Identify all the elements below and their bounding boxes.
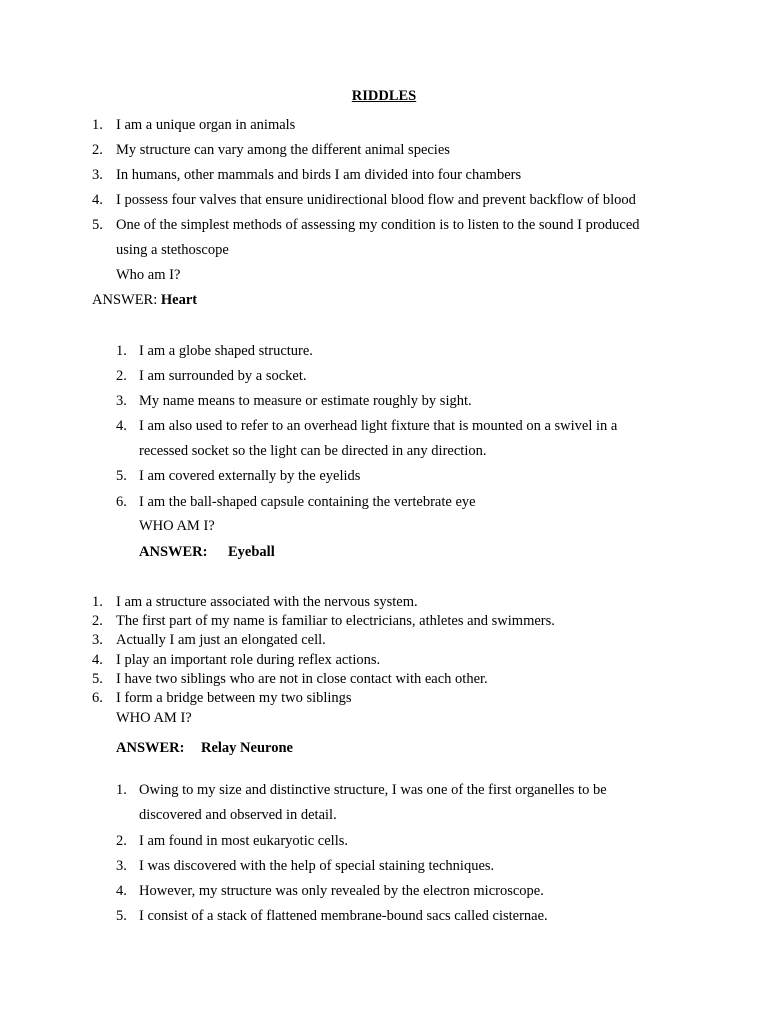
list-number: 2. [92, 613, 103, 629]
answer-value: Heart [160, 292, 198, 308]
answer-label: ANSWER: [92, 292, 158, 308]
list-item: I am found in most eukaryotic cells. [139, 833, 348, 849]
list-number: 3. [116, 393, 127, 409]
answer-label: ANSWER: [116, 740, 185, 756]
list-item: I am a structure associated with the nervous system. [116, 594, 418, 610]
list-item: I am also used to refer to an overhead light fixture that is mounted on a swivel in a [139, 418, 618, 434]
list-number: 4. [116, 418, 127, 434]
page-title: RIDDLES [351, 88, 417, 104]
list-number: 5. [92, 217, 103, 233]
list-item: I am the ball-shaped capsule containing the vertebrate eye [139, 494, 476, 510]
list-number: 1. [92, 594, 103, 610]
riddle-question: Who am I? [116, 267, 181, 283]
riddle-question: WHO AM I? [139, 518, 215, 534]
list-number: 2. [116, 368, 127, 384]
list-number: 5. [116, 908, 127, 924]
list-item: I consist of a stack of flattened membrane-bound sacs called cisternae. [139, 908, 548, 924]
list-item: I am surrounded by a socket. [139, 368, 307, 384]
list-number: 3. [92, 632, 103, 648]
list-item: The first part of my name is familiar to electricians, athletes and swimmers. [116, 613, 555, 629]
list-item: I am covered externally by the eyelids [139, 468, 361, 484]
list-item: My name means to measure or estimate roughly by sight. [139, 393, 472, 409]
list-number: 5. [116, 468, 127, 484]
answer-value: Eyeball [228, 544, 275, 560]
list-item: However, my structure was only revealed by the electron microscope. [139, 883, 544, 899]
list-number: 4. [92, 192, 103, 208]
list-item: I play an important role during reflex actions. [116, 652, 381, 668]
list-number: 4. [116, 883, 127, 899]
list-item: I am a unique organ in animals [116, 117, 296, 133]
list-item-continuation: discovered and observed in detail. [139, 807, 337, 823]
list-item: I was discovered with the help of special staining techniques. [139, 858, 495, 874]
answer-line [92, 291, 197, 309]
list-number: 4. [92, 652, 103, 668]
answer-value: Relay Neurone [201, 740, 293, 756]
list-number: 5. [92, 671, 103, 687]
list-number: 6. [92, 690, 103, 706]
list-number: 1. [116, 343, 127, 359]
list-item: Actually I am just an elongated cell. [116, 632, 326, 648]
list-item-continuation: using a stethoscope [116, 242, 229, 258]
list-item: One of the simplest methods of assessing my condition is to listen to the sound I produced [116, 217, 640, 233]
list-item: My structure can vary among the different animal species [116, 142, 450, 158]
list-number: 1. [92, 117, 103, 133]
list-item: I possess four valves that ensure unidirectional blood flow and prevent backflow of blood [116, 192, 636, 208]
list-item-continuation: recessed socket so the light can be directed in any direction. [139, 443, 487, 459]
list-item: In humans, other mammals and birds I am divided into four chambers [116, 167, 522, 183]
list-item: I form a bridge between my two siblings [116, 690, 352, 706]
riddle-question: WHO AM I? [116, 710, 192, 726]
list-number: 1. [116, 782, 127, 798]
list-number: 2. [92, 142, 103, 158]
list-number: 2. [116, 833, 127, 849]
list-item: Owing to my size and distinctive structure, I was one of the first organelles to be [139, 782, 607, 798]
list-number: 3. [92, 167, 103, 183]
list-item: I am a globe shaped structure. [139, 343, 313, 359]
list-number: 3. [116, 858, 127, 874]
list-number: 6. [116, 494, 127, 510]
answer-label: ANSWER: [139, 544, 208, 560]
list-item: I have two siblings who are not in close contact with each other. [116, 671, 488, 687]
